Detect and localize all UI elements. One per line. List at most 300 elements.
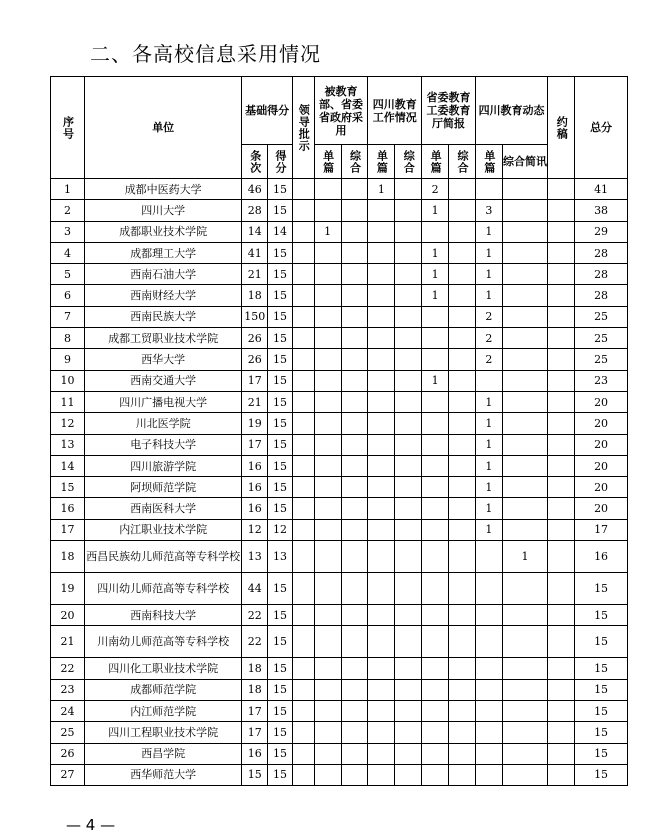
- cell-count: 16: [242, 455, 268, 476]
- table-row: [51, 328, 628, 349]
- cell-count: 15: [242, 764, 268, 785]
- cell-provbrief-single: [422, 455, 449, 476]
- cell-no: 13: [51, 434, 85, 455]
- cell-invited: [548, 764, 575, 785]
- cell-count: 16: [242, 743, 268, 764]
- cell-leader: [292, 370, 314, 391]
- cell-unit: 电子科技大学: [85, 434, 242, 455]
- cell-scwork-single: [368, 328, 395, 349]
- cell-provbrief-combined: [449, 743, 476, 764]
- cell-scwork-combined: [395, 764, 422, 785]
- cell-no: 24: [51, 700, 85, 721]
- cell-leader: [292, 455, 314, 476]
- cell-scwork-single: [368, 200, 395, 221]
- cell-scwork-combined: [395, 679, 422, 700]
- cell-provbrief-single: [422, 519, 449, 540]
- cell-score: 15: [268, 306, 293, 327]
- cell-ministry-single: [314, 434, 341, 455]
- cell-scnews-single: [475, 370, 502, 391]
- cell-ministry-single: [314, 179, 341, 200]
- cell-scwork-combined: [395, 349, 422, 370]
- cell-ministry-combined: [341, 477, 368, 498]
- cell-scwork-combined: [395, 626, 422, 658]
- cell-total: 20: [575, 477, 628, 498]
- cell-scnews-single: 1: [475, 519, 502, 540]
- table-row: [51, 700, 628, 721]
- cell-provbrief-single: [422, 605, 449, 626]
- cell-score: 15: [268, 455, 293, 476]
- cell-no: 22: [51, 658, 85, 679]
- table-row: [51, 434, 628, 455]
- cell-total: 25: [575, 328, 628, 349]
- cell-scwork-single: [368, 573, 395, 605]
- cell-scwork-single: [368, 221, 395, 242]
- cell-ministry-single: [314, 722, 341, 743]
- cell-scnews-single: [475, 541, 502, 573]
- cell-scnews-combined: 1: [502, 541, 547, 573]
- table-row: [51, 541, 628, 573]
- cell-invited: [548, 455, 575, 476]
- cell-scwork-combined: [395, 477, 422, 498]
- cell-total: 23: [575, 370, 628, 391]
- cell-scwork-combined: [395, 434, 422, 455]
- cell-scnews-single: 1: [475, 264, 502, 285]
- cell-unit: 西昌学院: [85, 743, 242, 764]
- cell-ministry-single: [314, 743, 341, 764]
- cell-unit: 成都理工大学: [85, 242, 242, 263]
- cell-ministry-combined: [341, 179, 368, 200]
- cell-ministry-combined: [341, 743, 368, 764]
- cell-leader: [292, 328, 314, 349]
- cell-scnews-single: 1: [475, 498, 502, 519]
- cell-unit: 阿坝师范学院: [85, 477, 242, 498]
- cell-unit: 西昌民族幼儿师范高等专科学校: [85, 541, 242, 573]
- cell-ministry-combined: [341, 605, 368, 626]
- cell-leader: [292, 605, 314, 626]
- cell-count: 21: [242, 264, 268, 285]
- cell-leader: [292, 498, 314, 519]
- cell-total: 20: [575, 434, 628, 455]
- cell-scnews-single: [475, 658, 502, 679]
- table-row: [51, 413, 628, 434]
- cell-scwork-single: [368, 370, 395, 391]
- header-unit: 单位: [85, 77, 242, 179]
- cell-count: 41: [242, 242, 268, 263]
- cell-provbrief-combined: [449, 306, 476, 327]
- cell-unit: 西南科技大学: [85, 605, 242, 626]
- cell-count: 46: [242, 179, 268, 200]
- cell-count: 17: [242, 434, 268, 455]
- cell-ministry-single: [314, 764, 341, 785]
- cell-ministry-single: [314, 413, 341, 434]
- cell-ministry-single: [314, 264, 341, 285]
- cell-ministry-single: [314, 391, 341, 412]
- cell-invited: [548, 349, 575, 370]
- cell-scnews-combined: [502, 391, 547, 412]
- cell-no: 6: [51, 285, 85, 306]
- cell-score: 15: [268, 179, 293, 200]
- cell-scwork-combined: [395, 658, 422, 679]
- cell-provbrief-combined: [449, 477, 476, 498]
- header-invited: 约稿: [548, 77, 575, 179]
- cell-scwork-single: [368, 764, 395, 785]
- cell-provbrief-single: [422, 328, 449, 349]
- cell-ministry-single: [314, 700, 341, 721]
- cell-count: 28: [242, 200, 268, 221]
- cell-score: 15: [268, 370, 293, 391]
- header-scnews-combined-brief: 综合简讯: [502, 145, 547, 179]
- cell-no: 27: [51, 764, 85, 785]
- cell-scnews-combined: [502, 573, 547, 605]
- cell-provbrief-single: [422, 722, 449, 743]
- cell-provbrief-single: [422, 391, 449, 412]
- cell-provbrief-combined: [449, 498, 476, 519]
- cell-unit: 西南民族大学: [85, 306, 242, 327]
- cell-ministry-combined: [341, 328, 368, 349]
- cell-unit: 西华师范大学: [85, 764, 242, 785]
- cell-score: 15: [268, 328, 293, 349]
- cell-count: 44: [242, 573, 268, 605]
- cell-scwork-single: [368, 264, 395, 285]
- cell-count: 22: [242, 626, 268, 658]
- cell-ministry-combined: [341, 658, 368, 679]
- cell-scnews-single: 2: [475, 349, 502, 370]
- cell-provbrief-single: [422, 764, 449, 785]
- cell-total: 38: [575, 200, 628, 221]
- cell-scwork-single: [368, 391, 395, 412]
- cell-total: 20: [575, 455, 628, 476]
- cell-ministry-single: [314, 626, 341, 658]
- cell-scwork-combined: [395, 541, 422, 573]
- cell-scwork-single: [368, 541, 395, 573]
- cell-scnews-single: 2: [475, 306, 502, 327]
- cell-scwork-combined: [395, 391, 422, 412]
- cell-scnews-combined: [502, 519, 547, 540]
- cell-ministry-single: [314, 349, 341, 370]
- cell-provbrief-combined: [449, 434, 476, 455]
- cell-no: 19: [51, 573, 85, 605]
- cell-score: 15: [268, 391, 293, 412]
- cell-scwork-single: [368, 605, 395, 626]
- cell-unit: 四川大学: [85, 200, 242, 221]
- cell-scwork-single: 1: [368, 179, 395, 200]
- cell-invited: [548, 605, 575, 626]
- table-row: [51, 498, 628, 519]
- cell-scnews-single: [475, 605, 502, 626]
- cell-no: 1: [51, 179, 85, 200]
- cell-scwork-combined: [395, 264, 422, 285]
- cell-total: 20: [575, 498, 628, 519]
- cell-unit: 西华大学: [85, 349, 242, 370]
- cell-total: 25: [575, 349, 628, 370]
- cell-scnews-combined: [502, 764, 547, 785]
- table-row: [51, 306, 628, 327]
- cell-total: 15: [575, 743, 628, 764]
- cell-score: 15: [268, 477, 293, 498]
- table-row: [51, 455, 628, 476]
- header-ministry: 被教育部、省委省政府采用: [314, 77, 368, 145]
- cell-unit: 川南幼儿师范高等专科学校: [85, 626, 242, 658]
- cell-scnews-combined: [502, 700, 547, 721]
- cell-no: 20: [51, 605, 85, 626]
- table-body: [51, 179, 628, 786]
- header-ministry-combined: 综合: [341, 145, 368, 179]
- cell-scwork-single: [368, 285, 395, 306]
- cell-count: 21: [242, 391, 268, 412]
- table-row: [51, 679, 628, 700]
- cell-score: 15: [268, 413, 293, 434]
- cell-scwork-single: [368, 498, 395, 519]
- cell-invited: [548, 498, 575, 519]
- cell-scwork-single: [368, 477, 395, 498]
- header-scnews: 四川教育动态: [475, 77, 547, 145]
- cell-total: 41: [575, 179, 628, 200]
- cell-leader: [292, 541, 314, 573]
- cell-provbrief-single: 1: [422, 285, 449, 306]
- cell-leader: [292, 477, 314, 498]
- cell-provbrief-combined: [449, 764, 476, 785]
- cell-score: 14: [268, 221, 293, 242]
- cell-scnews-single: [475, 679, 502, 700]
- cell-score: 15: [268, 200, 293, 221]
- cell-score: 15: [268, 573, 293, 605]
- cell-ministry-combined: [341, 455, 368, 476]
- cell-scwork-single: [368, 306, 395, 327]
- cell-leader: [292, 679, 314, 700]
- cell-total: 15: [575, 722, 628, 743]
- cell-provbrief-single: [422, 434, 449, 455]
- cell-provbrief-single: [422, 221, 449, 242]
- cell-scnews-single: [475, 722, 502, 743]
- cell-no: 8: [51, 328, 85, 349]
- cell-scnews-single: [475, 743, 502, 764]
- cell-count: 18: [242, 285, 268, 306]
- cell-provbrief-combined: [449, 413, 476, 434]
- cell-count: 18: [242, 658, 268, 679]
- cell-ministry-single: [314, 541, 341, 573]
- cell-ministry-single: [314, 370, 341, 391]
- cell-scnews-combined: [502, 477, 547, 498]
- cell-ministry-single: [314, 328, 341, 349]
- cell-invited: [548, 264, 575, 285]
- cell-leader: [292, 200, 314, 221]
- cell-scwork-single: [368, 242, 395, 263]
- cell-count: 17: [242, 700, 268, 721]
- cell-leader: [292, 179, 314, 200]
- cell-provbrief-combined: [449, 722, 476, 743]
- cell-total: 28: [575, 285, 628, 306]
- cell-no: 25: [51, 722, 85, 743]
- cell-invited: [548, 221, 575, 242]
- cell-no: 5: [51, 264, 85, 285]
- cell-scnews-single: 1: [475, 434, 502, 455]
- cell-leader: [292, 722, 314, 743]
- cell-scnews-single: [475, 764, 502, 785]
- cell-unit: 四川旅游学院: [85, 455, 242, 476]
- cell-provbrief-combined: [449, 328, 476, 349]
- cell-ministry-combined: [341, 700, 368, 721]
- cell-invited: [548, 328, 575, 349]
- cell-scwork-combined: [395, 722, 422, 743]
- cell-leader: [292, 242, 314, 263]
- cell-ministry-combined: [341, 573, 368, 605]
- cell-ministry-combined: [341, 306, 368, 327]
- cell-total: 15: [575, 626, 628, 658]
- cell-total: 15: [575, 679, 628, 700]
- cell-score: 15: [268, 349, 293, 370]
- cell-no: 17: [51, 519, 85, 540]
- header-scnews-single: 单篇: [475, 145, 502, 179]
- cell-score: 15: [268, 285, 293, 306]
- table-row: [51, 285, 628, 306]
- cell-leader: [292, 285, 314, 306]
- header-basic-count: 条次: [242, 145, 268, 179]
- cell-total: 29: [575, 221, 628, 242]
- table-row: [51, 242, 628, 263]
- cell-scwork-combined: [395, 328, 422, 349]
- cell-ministry-single: [314, 658, 341, 679]
- cell-invited: [548, 285, 575, 306]
- cell-scnews-single: 2: [475, 328, 502, 349]
- cell-invited: [548, 722, 575, 743]
- cell-provbrief-single: [422, 658, 449, 679]
- cell-invited: [548, 434, 575, 455]
- cell-leader: [292, 221, 314, 242]
- table-row: [51, 764, 628, 785]
- cell-provbrief-single: 1: [422, 242, 449, 263]
- cell-unit: 西南医科大学: [85, 498, 242, 519]
- cell-no: 18: [51, 541, 85, 573]
- cell-scwork-single: [368, 700, 395, 721]
- cell-ministry-single: [314, 679, 341, 700]
- cell-invited: [548, 391, 575, 412]
- cell-scwork-single: [368, 679, 395, 700]
- cell-total: 15: [575, 658, 628, 679]
- cell-total: 15: [575, 605, 628, 626]
- header-scwork-combined: 综合: [395, 145, 422, 179]
- cell-invited: [548, 179, 575, 200]
- cell-provbrief-combined: [449, 679, 476, 700]
- cell-ministry-single: [314, 200, 341, 221]
- cell-ministry-single: [314, 242, 341, 263]
- cell-scnews-combined: [502, 328, 547, 349]
- cell-scnews-combined: [502, 285, 547, 306]
- cell-scnews-single: [475, 700, 502, 721]
- table-row: [51, 477, 628, 498]
- cell-no: 23: [51, 679, 85, 700]
- cell-provbrief-single: [422, 306, 449, 327]
- cell-invited: [548, 658, 575, 679]
- cell-ministry-combined: [341, 413, 368, 434]
- cell-provbrief-single: [422, 679, 449, 700]
- cell-no: 9: [51, 349, 85, 370]
- cell-provbrief-single: 1: [422, 370, 449, 391]
- cell-score: 15: [268, 605, 293, 626]
- cell-score: 15: [268, 242, 293, 263]
- cell-total: 15: [575, 573, 628, 605]
- cell-ministry-single: [314, 573, 341, 605]
- header-provbrief: 省委教育工委教育厅简报: [422, 77, 476, 145]
- cell-count: 19: [242, 413, 268, 434]
- cell-scwork-single: [368, 434, 395, 455]
- cell-ministry-combined: [341, 541, 368, 573]
- cell-leader: [292, 413, 314, 434]
- cell-scwork-combined: [395, 700, 422, 721]
- header-basic-score: 得分: [268, 145, 293, 179]
- cell-invited: [548, 200, 575, 221]
- cell-leader: [292, 264, 314, 285]
- cell-provbrief-single: [422, 349, 449, 370]
- cell-ministry-combined: [341, 370, 368, 391]
- cell-invited: [548, 370, 575, 391]
- cell-no: 26: [51, 743, 85, 764]
- cell-unit: 内江师范学院: [85, 700, 242, 721]
- cell-count: 13: [242, 541, 268, 573]
- cell-scnews-combined: [502, 434, 547, 455]
- cell-unit: 内江职业技术学院: [85, 519, 242, 540]
- table-row: [51, 605, 628, 626]
- cell-scnews-single: 1: [475, 477, 502, 498]
- cell-scnews-combined: [502, 264, 547, 285]
- cell-ministry-single: [314, 477, 341, 498]
- cell-score: 15: [268, 743, 293, 764]
- cell-provbrief-single: [422, 626, 449, 658]
- cell-leader: [292, 573, 314, 605]
- cell-leader: [292, 626, 314, 658]
- cell-no: 21: [51, 626, 85, 658]
- cell-provbrief-combined: [449, 658, 476, 679]
- cell-scwork-combined: [395, 605, 422, 626]
- table-row: [51, 200, 628, 221]
- cell-scnews-single: 1: [475, 285, 502, 306]
- cell-invited: [548, 541, 575, 573]
- header-scwork: 四川教育工作情况: [368, 77, 422, 145]
- cell-invited: [548, 626, 575, 658]
- cell-scnews-combined: [502, 221, 547, 242]
- cell-provbrief-single: 1: [422, 200, 449, 221]
- header-ministry-single: 单篇: [314, 145, 341, 179]
- cell-provbrief-combined: [449, 221, 476, 242]
- cell-unit: 西南石油大学: [85, 264, 242, 285]
- table-row: [51, 370, 628, 391]
- cell-scnews-combined: [502, 743, 547, 764]
- cell-scnews-combined: [502, 179, 547, 200]
- cell-count: 22: [242, 605, 268, 626]
- header-total: 总分: [575, 77, 628, 179]
- cell-score: 15: [268, 679, 293, 700]
- cell-total: 17: [575, 519, 628, 540]
- cell-provbrief-combined: [449, 242, 476, 263]
- cell-count: 17: [242, 370, 268, 391]
- cell-score: 15: [268, 764, 293, 785]
- cell-ministry-single: 1: [314, 221, 341, 242]
- table-row: [51, 573, 628, 605]
- cell-ministry-combined: [341, 264, 368, 285]
- cell-ministry-single: [314, 285, 341, 306]
- cell-scnews-single: [475, 179, 502, 200]
- cell-scnews-combined: [502, 242, 547, 263]
- cell-count: 16: [242, 477, 268, 498]
- header-basic: 基础得分: [242, 77, 293, 145]
- cell-ministry-combined: [341, 391, 368, 412]
- cell-ministry-combined: [341, 242, 368, 263]
- page-title: 二、各高校信息采用情况: [90, 42, 321, 66]
- cell-total: 16: [575, 541, 628, 573]
- cell-total: 20: [575, 413, 628, 434]
- cell-invited: [548, 679, 575, 700]
- header-scwork-single: 单篇: [368, 145, 395, 179]
- cell-provbrief-combined: [449, 573, 476, 605]
